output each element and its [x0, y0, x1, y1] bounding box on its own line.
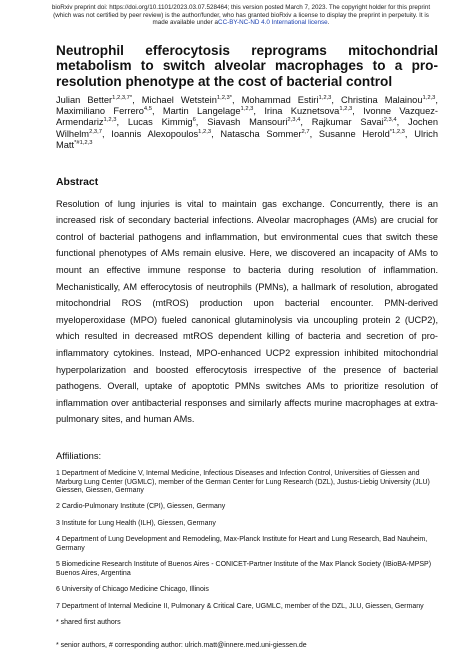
author-affiliation-marks: 2,3,4	[383, 117, 397, 124]
author-list: Julian Better$^{1,2,3,7*}$, Michael Wetstein$^{1,2,3*}$, Mohammad Estiri$^{1,2,3}$, Christina Malainou$^{1,2,3}$, Maximiliano Ferrero$^{4,5}$, Martin Langelage$^{1,2,3}$, Irina Kuznetsova$^{1,2,3}$, Ivonne Vazquez-Armendariz$^{1,2,3}$, Lucas Kimmig$^6$, Siavash Mansouri$^{2,3,4}$, Rajkumar Savai$^{2,3,4}$, Jochen Wilhelm$^{2,3,7}$, Ioannis Alexopoulos$^{1,2,3}$, Natascha Sommer$^{2,7}$, Susanne Herold$^{*1,2,3}$, Ulrich Matt$^{*\#1,2,3}$	[56, 94, 439, 151]
author-entry	[163, 106, 254, 116]
affiliation-item: 4 Department of Lung Development and Remodeling, Max-Planck Institute for Heart and Lung Research, Bad Nauheim, Germany	[56, 536, 428, 552]
author-entry	[111, 129, 211, 139]
affiliation-item: 5 Biomedicine Research Institute of Buenos Aires - CONICET-Partner Institute of the Max Planck Society (IBioBA-MPSP) Buenos Aires, Argentina	[56, 561, 432, 577]
author-name: Lucas Kimmig	[127, 117, 193, 128]
author-name: Natascha Sommer	[220, 128, 302, 139]
affiliation-item: 1 Department of Medicine V, Internal Medicine, Infectious Diseases and Infection Control, Universities of Giessen and Marburg Lung Center (UGMLC), member of the German Center for Lung Research (DZL), Justus-Liebig University (JLU) Giessen, Giessen, Germany	[56, 469, 430, 495]
author-entry	[341, 95, 435, 105]
paper-title: Neutrophil efferocytosis reprograms mitochondrial metabolism to switch alveolar macrophages to a pro-resolution phenotype at the cost of bacterial control	[56, 42, 438, 89]
header-line-3-suffix: .	[327, 19, 330, 27]
author-entry	[312, 117, 397, 127]
author-name: Rajkumar Savai	[311, 117, 384, 128]
author-affiliation-marks: 1,2,3*	[216, 94, 233, 101]
author-affiliation-marks: 2,3,4	[287, 117, 301, 124]
author-affiliation-marks: 6	[192, 117, 196, 124]
author-entry	[242, 95, 332, 105]
author-name: Siavash Mansouri	[207, 117, 288, 128]
header-line-1: bioRxiv preprint doi: https://doi.org/10.1101/2023.03.07.528464; this version posted March 7, 2023. The copyright holder for this preprint	[51, 4, 431, 11]
author-affiliation-marks: *1,2,3	[389, 128, 405, 135]
abstract-heading: Abstract	[56, 176, 99, 188]
header-line-3	[38, 19, 444, 27]
affiliations-heading: Affiliations:	[56, 449, 102, 461]
author-name: Maximiliano Ferrero	[56, 105, 144, 116]
license-link[interactable]: CC-BY-NC-ND 4.0 International license	[218, 19, 328, 27]
author-name: Susanne Herold	[318, 128, 390, 139]
author-affiliation-marks: 1,2,3	[422, 94, 436, 101]
author-affiliation-marks: 2,3,7	[89, 128, 102, 135]
author-name: Jochen Wilhelm	[56, 117, 439, 139]
affiliation-item: 7 Department of Internal Medicine II, Pulmonary & Critical Care, UGMLC, member of the DZL, JLU, Giessen, Germany	[56, 602, 424, 610]
author-entry	[207, 117, 300, 127]
author-entry	[264, 106, 352, 116]
author-affiliation-marks: 1,2,3	[103, 117, 117, 124]
author-affiliation-marks: 1,2,3	[318, 94, 332, 101]
header-line-2: (which was not certified by peer review) is the author/funder, who has granted bioRxiv a license to display the preprint in perpetuity. It is	[53, 11, 429, 19]
author-name: Christina Malainou	[341, 94, 423, 105]
author-name: Ioannis Alexopoulos	[111, 128, 199, 139]
author-entry	[142, 95, 232, 105]
author-name: Ulrich Matt	[56, 128, 438, 151]
header-line-3-prefix: made available under a	[152, 19, 219, 27]
author-entry	[319, 129, 405, 139]
author-affiliation-marks: 4,5	[143, 105, 152, 112]
author-affiliation-marks: 1,2,3,7*	[112, 94, 133, 101]
author-name: Michael Wetstein	[141, 94, 217, 105]
author-entry	[220, 129, 309, 139]
affiliation-item: 3 Institute for Lung Health (ILH), Giessen, Germany	[56, 519, 216, 527]
author-name: Julian Better	[56, 94, 113, 105]
author-affiliation-marks: 1,2,3	[198, 128, 212, 135]
author-entry	[56, 106, 152, 116]
author-name: Mohammad Estiri	[241, 94, 319, 105]
affiliation-item: 2 Cardio-Pulmonary Institute (CPI), Giessen, Germany	[56, 503, 226, 511]
author-entry	[128, 117, 196, 127]
author-affiliation-marks: 1,2,3	[339, 105, 353, 112]
abstract-text: Resolution of lung injuries is vital to maintain gas exchange. Concurrently, there is an increased risk of secondary bacterial infections. Alveolar macrophages (AMs) are crucial for control of bacterial pathogens and inflammation, but environmental cues that switch these functional phenotypes of AMs remain elusive. Here, we discovered an incapacity of AMs to mount an effective immune response to bacteria during resolution of inflammation. Mechanistically, AM efferocytosis of neutrophils (PMNs), a hallmark of resolution, abrogated mitochondrial ROS (mtROS) production upon bacterial encounter. PMN-derived myeloperoxidase (MPO) fueled canonical glutaminolysis via uncoupling protein 2 (UCP2), which resulted in decreased mtROS dependent killing of bacteria and secretion of pro-inflammatory cytokines. Instead, MPO-enhanced UCP2 expression inhibited mitochondrial hyperpolarization and boosted efferocytosis irrespective of the presence of bacterial pathogens. Overall, uptake of apoptotic PMNs switches AMs to prioritize resolution of inflammation over antibacterial responses and similarly affects murine macrophages at extra-pulmonary sites, and human AMs.	[56, 198, 438, 425]
biorxiv-header	[38, 0, 444, 27]
author-name: Martin Langelage	[162, 105, 241, 116]
author-name: Ivonne Vazquez-Armendariz	[56, 105, 439, 128]
author-affiliation-marks: *#1,2,3	[74, 140, 93, 147]
author-affiliation-marks: 1,2,3	[240, 105, 254, 112]
author-entry	[56, 95, 132, 105]
affiliation-item: 6 University of Chicago Medicine Chicago, Illinois	[56, 586, 209, 594]
author-affiliation-marks: 2,7	[301, 128, 310, 135]
affiliation-list	[56, 470, 438, 611]
author-name: Irina Kuznetsova	[264, 105, 340, 116]
shared-first-note: * shared first authors	[56, 619, 121, 627]
senior-author-note: * senior authors, # corresponding author: ulrich.matt@innere.med.uni-giessen.de	[56, 641, 307, 649]
